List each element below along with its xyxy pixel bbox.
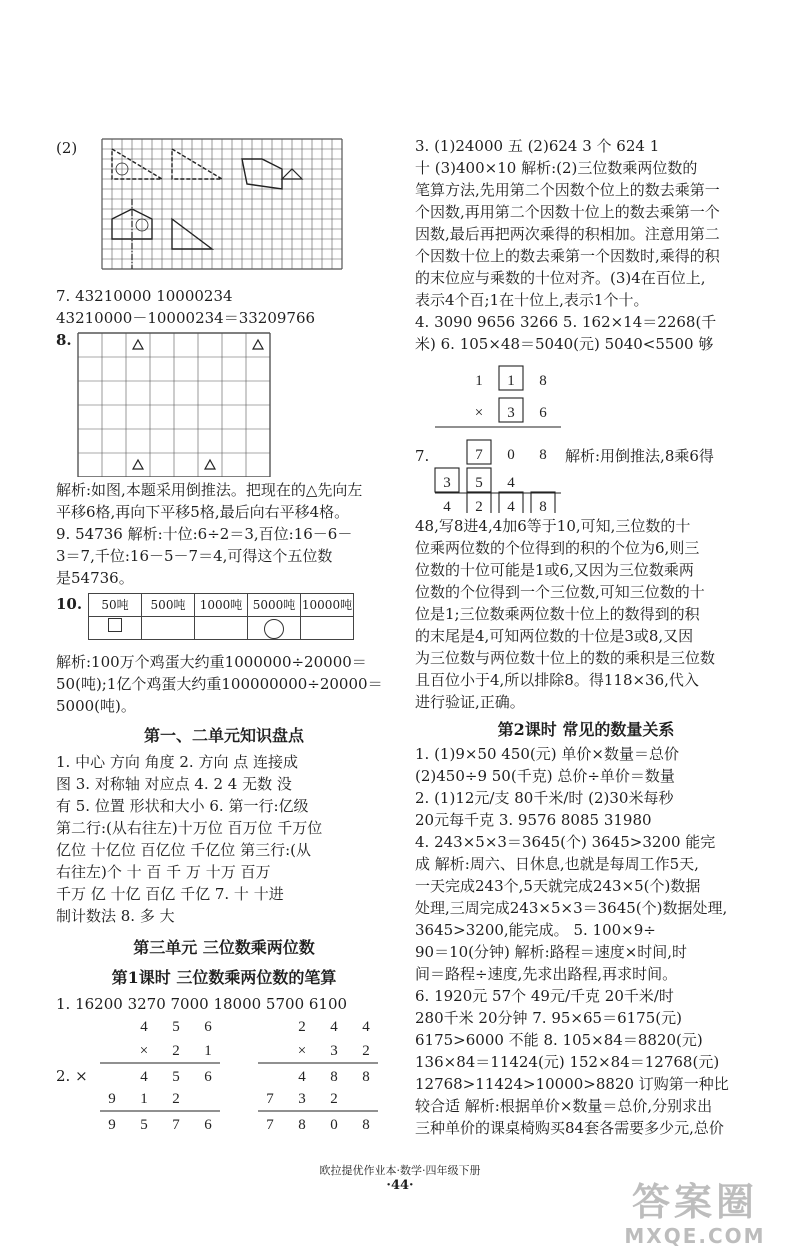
calc-digit: 3 (507, 405, 515, 421)
calc-digit: 4 (140, 1019, 148, 1035)
q3-line: 个因数十位上的数去乘第一个因数时,乘得的积 (415, 247, 720, 265)
calc-digit: 8 (362, 1117, 370, 1133)
calc-digit: 7 (266, 1091, 274, 1107)
triangle-mark-icon (133, 340, 143, 349)
review-title: 第一、二单元知识盘点 (143, 726, 304, 745)
review-line: 千万 亿 十亿 百亿 千亿 7. 十 十进 (56, 885, 284, 903)
q7-expl-line: 进行验证,正确。 (415, 693, 525, 711)
q7-block (415, 355, 757, 515)
weight-cell (89, 617, 142, 640)
page-number: ·44· (386, 1178, 414, 1193)
review-line: 第二行:(从右往左)十万位 百万位 千万位 (56, 819, 323, 837)
l2-line: 6175>6000 不能 8. 105×84＝8820(元) (415, 1031, 703, 1049)
calc-digit: 6 (204, 1019, 212, 1035)
l2-line: 1. (1)9×50 450(元) 单价×数量＝总价 (415, 745, 679, 763)
lesson2-title: 第2课时 常见的数量关系 (497, 720, 675, 739)
q7-block (56, 285, 392, 329)
calc-digit: 4 (140, 1069, 148, 1085)
q8-expl-line: 平移6格,再向下平移5格,最后向右平移4格。 (56, 503, 350, 521)
calc-digit: 3 (298, 1091, 306, 1107)
calc-digit: 3 (330, 1043, 338, 1059)
calc-digit: 1 (507, 373, 515, 389)
weight-cell (301, 617, 354, 640)
dashed-triangle (172, 149, 222, 179)
calc-digit: 8 (362, 1069, 370, 1085)
q7-expl-line: 位数的十位可能是1或6,又因为三位数乘两 (415, 561, 694, 579)
calc-digit: 3 (443, 475, 451, 491)
q6-label: (2) (56, 139, 78, 157)
q7-expl-line: 48,写8进4,4加6等于10,可知,三位数的十 (415, 517, 691, 535)
calc-digit: × (474, 405, 484, 421)
l2-line: 4. 243×5×3＝3645(个) 3645>3200 能完 (415, 833, 716, 851)
calc-digit: 4 (330, 1019, 338, 1035)
l2-line: (2)450÷9 50(千克) 总价÷单价＝数量 (415, 767, 675, 785)
calc-digit: 7 (266, 1117, 274, 1133)
l1-q2-label: 2. × (56, 1067, 88, 1085)
q7-line: 43210000－10000234＝33209766 (56, 309, 316, 327)
q3-line: 3. (1)24000 五 (2)624 3 个 624 1 (415, 137, 660, 155)
l2-line: 一天完成243个,5天就完成243×5(个)数据 (415, 877, 701, 895)
calc-digit: 7 (172, 1117, 180, 1133)
weight-cell (142, 617, 195, 640)
q8-grid (76, 331, 322, 477)
weight-header: 500吨 (142, 594, 195, 617)
q3-line: 笔算方法,先用第二个因数个位上的数去乘第一 (415, 181, 720, 199)
q9-line: 3＝7,千位:16－5－7＝4,可得这个五位数 (56, 547, 333, 565)
weight-table (88, 593, 354, 640)
q7-expl-line: 位数的个位得到一个三位数,可知三位数的十 (415, 583, 705, 601)
review-line: 右往左)个 十 百 千 万 十万 百万 (56, 863, 271, 881)
q9-line: 9. 54736 解析:十位:6÷2＝3,百位:16－6－ (56, 525, 353, 543)
calc-digit: 2 (475, 499, 483, 513)
q7-expl-line: 的末尾是4,可知两位数的十位是3或8,又因 (415, 627, 694, 645)
calc-digit: 5 (172, 1019, 180, 1035)
review-line: 亿位 十亿位 百亿位 千亿位 第三行:(从 (56, 841, 311, 859)
calc-digit: 8 (539, 499, 547, 513)
lesson1-title: 第1课时 三位数乘两位数的笔算 (111, 968, 337, 987)
calc-digit: 4 (507, 475, 515, 491)
calc-digit: 2 (362, 1043, 370, 1059)
l2-line: 90＝10(分钟) 解析:路程＝速度×时间,时 (415, 943, 688, 961)
q3-line: 个因数,再用第二个因数十位上的数去乘第一个 (415, 203, 720, 221)
l2-line: 成 解析:周六、日休息,也就是每周工作5天, (415, 855, 699, 873)
weight-cell (248, 617, 301, 640)
calc-vertical-2 (254, 1015, 384, 1133)
triangle-mark-icon (205, 460, 215, 469)
l2-line: 3645>3200,能完成。 5. 100×9÷ (415, 921, 656, 939)
calc-digit: 2 (172, 1043, 180, 1059)
calc-digit: 1 (140, 1091, 148, 1107)
q9-line: 是54736。 (56, 569, 134, 587)
weight-header: 50吨 (89, 594, 142, 617)
calc-digit: 6 (539, 405, 547, 421)
l2-line: 280千米 20分钟 7. 95×65＝6175(元) (415, 1009, 682, 1027)
review-line: 图 3. 对称轴 对应点 4. 2 4 无数 没 (56, 775, 292, 793)
calc-digit: 9 (108, 1091, 116, 1107)
calc-digit: 7 (475, 447, 483, 463)
calc-digit: × (297, 1043, 307, 1059)
calc-digit: 2 (330, 1091, 338, 1107)
calc-digit: 8 (539, 447, 547, 463)
calc-digit: 1 (204, 1043, 212, 1059)
calc-digit: × (139, 1043, 149, 1059)
q10-expl-line: 解析:100万个鸡蛋大约重1000000÷20000＝ (56, 653, 367, 671)
review-line: 有 5. 位置 形状和大小 6. 第一行:亿级 (56, 797, 309, 815)
q4-6-line: 米) 6. 105×48＝5040(元) 5040<5500 够 (415, 335, 714, 353)
q8-expl-line: 解析:如图,本题采用倒推法。把现在的△先向左 (56, 481, 363, 499)
right-column (415, 135, 757, 1139)
calc-digit: 8 (539, 373, 547, 389)
q6-figure (56, 135, 392, 285)
calc-digit: 2 (298, 1019, 306, 1035)
review-line: 制计数法 8. 多 大 (56, 907, 175, 925)
calc-digit: 1 (475, 373, 483, 389)
circle-mark-icon (264, 619, 284, 639)
calc-digit: 8 (330, 1069, 338, 1085)
q3-line: 因数,最后再把两次乘得的积相加。注意用第二 (415, 225, 720, 243)
calc-vertical-1 (96, 1015, 226, 1133)
watermark-logo: 答案圈 (631, 1179, 758, 1224)
q10-block (56, 593, 392, 651)
l1-q1: 1. 16200 3270 7000 18000 5700 6100 (56, 995, 348, 1013)
watermark-url: MXQE.COM (624, 1224, 766, 1248)
q7-inline-expl: 解析:用倒推法,8乘6得 (565, 447, 714, 465)
weight-cell (195, 617, 248, 640)
left-column (56, 135, 392, 1135)
q6-grid (100, 137, 346, 277)
l2-line: 20元每千克 3. 9576 8085 31980 (415, 811, 652, 829)
calc-digit: 4 (362, 1019, 370, 1035)
l2-line: 三种单价的课桌椅购买84套各需要多少元,总价 (415, 1119, 724, 1137)
weight-header: 5000吨 (248, 594, 301, 617)
calc-digit: 5 (172, 1069, 180, 1085)
calc-digit: 5 (140, 1117, 148, 1133)
unit3-title: 第三单元 三位数乘两位数 (133, 938, 315, 957)
calc-digit: 0 (330, 1117, 338, 1133)
l2-line: 间＝路程÷速度,先求出路程,再求时间。 (415, 965, 678, 983)
l2-line: 2. (1)12元/支 80千米/时 (2)30米每秒 (415, 789, 674, 807)
q10-label: 10. (56, 595, 83, 613)
q7-line: 7. 43210000 10000234 (56, 287, 233, 305)
calc-digit: 4 (298, 1069, 306, 1085)
series-footer: 欧拉提优作业本·数学·四年级下册 (319, 1164, 481, 1177)
q7-expl-line: 且百位小于4,所以排除8。得118×36,代入 (415, 671, 699, 689)
calc-digit: 4 (507, 499, 515, 513)
q3-line: 的末位应与乘数的十位对齐。(3)4在百位上, (415, 269, 706, 287)
q7-expl-line: 位是1;三位数乘两位数十位上的数得到的积 (415, 605, 700, 623)
q3-line: 十 (3)400×10 解析:(2)三位数乘两位数的 (415, 159, 698, 177)
triangle-mark-icon (253, 340, 263, 349)
calc-digit: 6 (204, 1069, 212, 1085)
calc-digit: 0 (507, 447, 515, 463)
weight-header: 10000吨 (301, 594, 354, 617)
q10-expl-line: 50(吨);1亿个鸡蛋大约重100000000÷20000＝ (56, 675, 383, 693)
calc-digit: 9 (108, 1117, 116, 1133)
q8-label: 8. (56, 331, 72, 349)
l1-q2-block (56, 1015, 392, 1135)
review-line: 1. 中心 方向 角度 2. 方向 点 连接成 (56, 753, 299, 771)
square-mark-icon (108, 618, 122, 632)
l2-line: 较合适 解析:根据单价×数量＝总价,分别求出 (415, 1097, 713, 1115)
q7-label: 7. (415, 447, 430, 465)
triangle-mark-icon (133, 460, 143, 469)
l2-line: 136×84＝11424(元) 152×84＝12768(元) (415, 1053, 720, 1071)
missing-digit-calc (431, 359, 581, 513)
q10-expl-line: 5000(吨)。 (56, 697, 136, 715)
weight-header: 1000吨 (195, 594, 248, 617)
l2-line: 12768>11424>10000>8820 订购第一种比 (415, 1075, 729, 1093)
calc-digit: 4 (443, 499, 451, 513)
l2-line: 处理,三周完成243×5×3＝3645(个)数据处理, (415, 899, 728, 917)
q7-expl-line: 位乘两位数的个位得到的积的个位为6,则三 (415, 539, 700, 557)
q8-figure (56, 329, 392, 479)
q4-6-line: 4. 3090 9656 3266 5. 162×14＝2268(千 (415, 313, 717, 331)
l2-line: 6. 1920元 57个 49元/千克 20千米/时 (415, 987, 674, 1005)
q7-expl-line: 为三位数与两位数十位上的数的乘积是三位数 (415, 649, 716, 667)
calc-digit: 8 (298, 1117, 306, 1133)
calc-digit: 6 (204, 1117, 212, 1133)
calc-digit: 2 (172, 1091, 180, 1107)
calc-digit: 5 (475, 475, 483, 491)
q3-line: 表示4个百;1在十位上,表示1个十。 (415, 291, 649, 309)
watermark (600, 1180, 790, 1248)
